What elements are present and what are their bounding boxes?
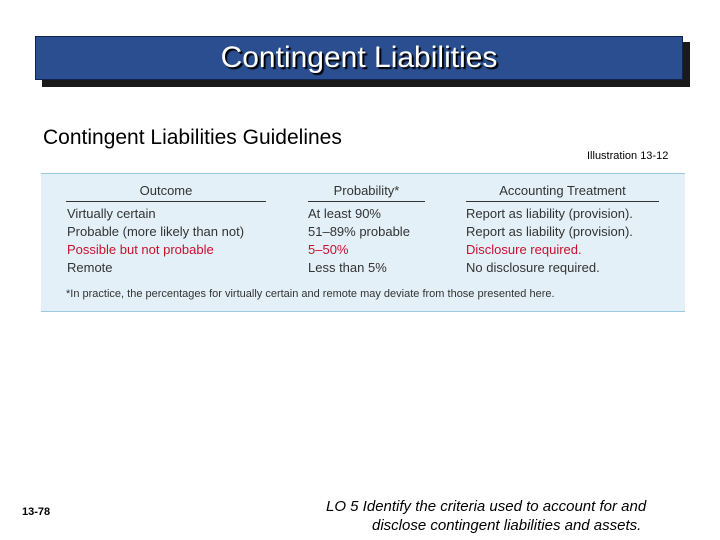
row-outcome-highlighted: Possible but not probable bbox=[67, 242, 214, 257]
subtitle: Contingent Liabilities Guidelines bbox=[43, 126, 342, 149]
slide-title: Contingent Liabilities bbox=[220, 41, 498, 74]
learning-objective-line1: LO 5 Identify the criteria used to account for and bbox=[326, 498, 647, 515]
slide-number: 13-78 bbox=[22, 506, 51, 518]
guidelines-table bbox=[41, 173, 685, 312]
header-outcome: Outcome bbox=[66, 183, 266, 202]
row-treatment: No disclosure required. bbox=[466, 260, 600, 275]
row-probability: Less than 5% bbox=[308, 260, 387, 275]
learning-objective-line2: disclose contingent liabilities and assets. bbox=[372, 517, 642, 534]
illustration-label: Illustration 13-12 bbox=[587, 150, 669, 162]
table-footnote: *In practice, the percentages for virtually certain and remote may deviate from those presented here. bbox=[66, 288, 555, 300]
learning-objective bbox=[326, 497, 646, 535]
row-probability: At least 90% bbox=[308, 206, 381, 221]
row-probability-highlighted: 5–50% bbox=[308, 242, 349, 257]
header-probability: Probability* bbox=[308, 183, 425, 202]
row-outcome: Remote bbox=[67, 260, 113, 275]
row-probability: 51–89% probable bbox=[308, 224, 410, 239]
row-treatment: Report as liability (provision). bbox=[466, 206, 633, 221]
row-treatment-highlighted: Disclosure required. bbox=[466, 242, 582, 257]
header-treatment: Accounting Treatment bbox=[466, 183, 659, 202]
row-treatment: Report as liability (provision). bbox=[466, 224, 633, 239]
row-outcome: Probable (more likely than not) bbox=[67, 224, 245, 239]
row-outcome: Virtually certain bbox=[67, 206, 156, 221]
title-banner bbox=[35, 36, 683, 80]
